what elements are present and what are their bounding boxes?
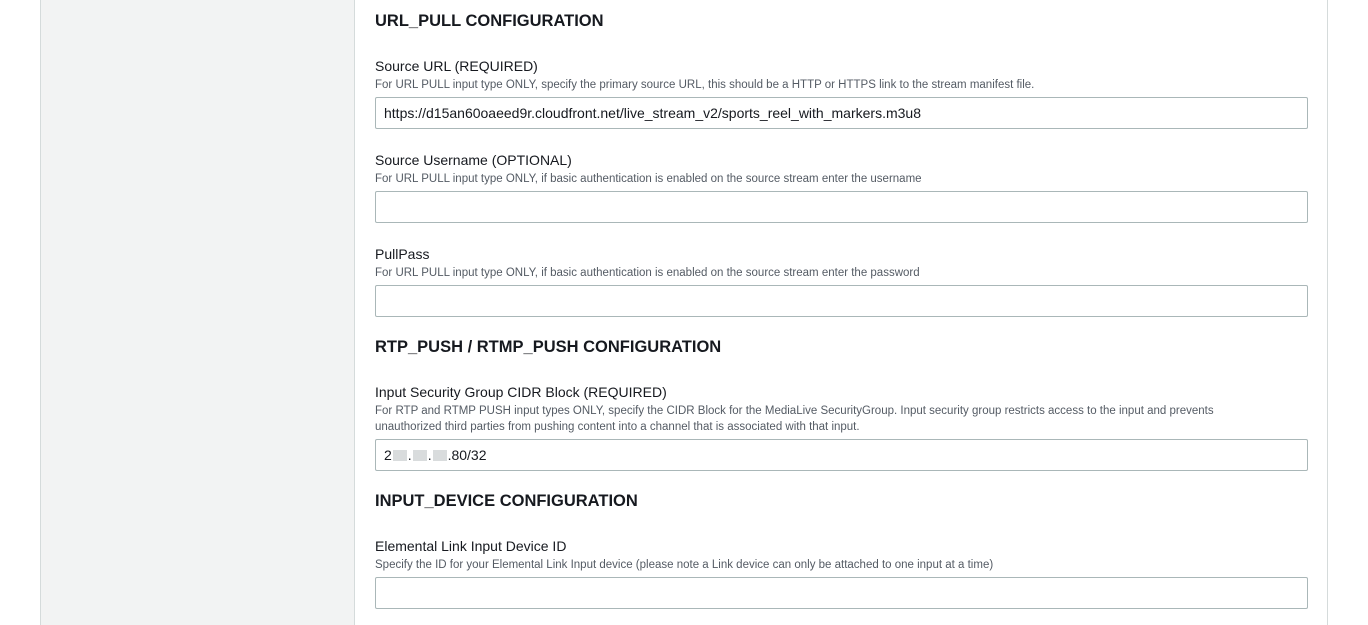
cidr-value-part: . xyxy=(407,447,412,463)
cidr-block-label: Input Security Group CIDR Block (REQUIRED) xyxy=(375,384,667,400)
device-id-input[interactable] xyxy=(375,577,1308,609)
cidr-block-description-line2: unauthorized third parties from pushing content into a channel that is associated with that input. xyxy=(375,421,860,433)
source-username-input[interactable] xyxy=(375,191,1308,223)
input-device-section-title: INPUT_DEVICE CONFIGURATION xyxy=(375,492,638,510)
redacted-octet xyxy=(433,450,447,461)
redacted-octet xyxy=(393,450,407,461)
pull-pass-input[interactable] xyxy=(375,285,1308,317)
source-url-description: For URL PULL input type ONLY, specify the primary source URL, this should be a HTTP or HTTPS link to the stream manifest file. xyxy=(375,79,1035,91)
source-username-description: For URL PULL input type ONLY, if basic authentication is enabled on the source stream enter the username xyxy=(375,173,922,185)
redacted-octet xyxy=(413,450,427,461)
pull-pass-description: For URL PULL input type ONLY, if basic authentication is enabled on the source stream enter the password xyxy=(375,267,920,279)
source-url-label: Source URL (REQUIRED) xyxy=(375,58,538,74)
cidr-block-description-line1: For RTP and RTMP PUSH input types ONLY, specify the CIDR Block for the MediaLive SecurityGroup. Input security group restricts access to the input and prevents xyxy=(375,405,1214,417)
device-id-description: Specify the ID for your Elemental Link Input device (please note a Link device can only be attached to one input at a time) xyxy=(375,559,994,571)
rtp-push-section-title: RTP_PUSH / RTMP_PUSH CONFIGURATION xyxy=(375,338,722,356)
cidr-block-input[interactable] xyxy=(375,439,1308,471)
cidr-value-part: . xyxy=(427,447,432,463)
source-url-input[interactable] xyxy=(375,97,1308,129)
source-username-label: Source Username (OPTIONAL) xyxy=(375,152,572,168)
cidr-value-part: 2 xyxy=(384,447,392,463)
url-pull-section-title: URL_PULL CONFIGURATION xyxy=(375,12,604,30)
cidr-value-part: .80/32 xyxy=(447,447,487,463)
device-id-label: Elemental Link Input Device ID xyxy=(375,538,567,554)
configuration-panel xyxy=(354,0,1328,625)
pull-pass-label: PullPass xyxy=(375,246,430,262)
